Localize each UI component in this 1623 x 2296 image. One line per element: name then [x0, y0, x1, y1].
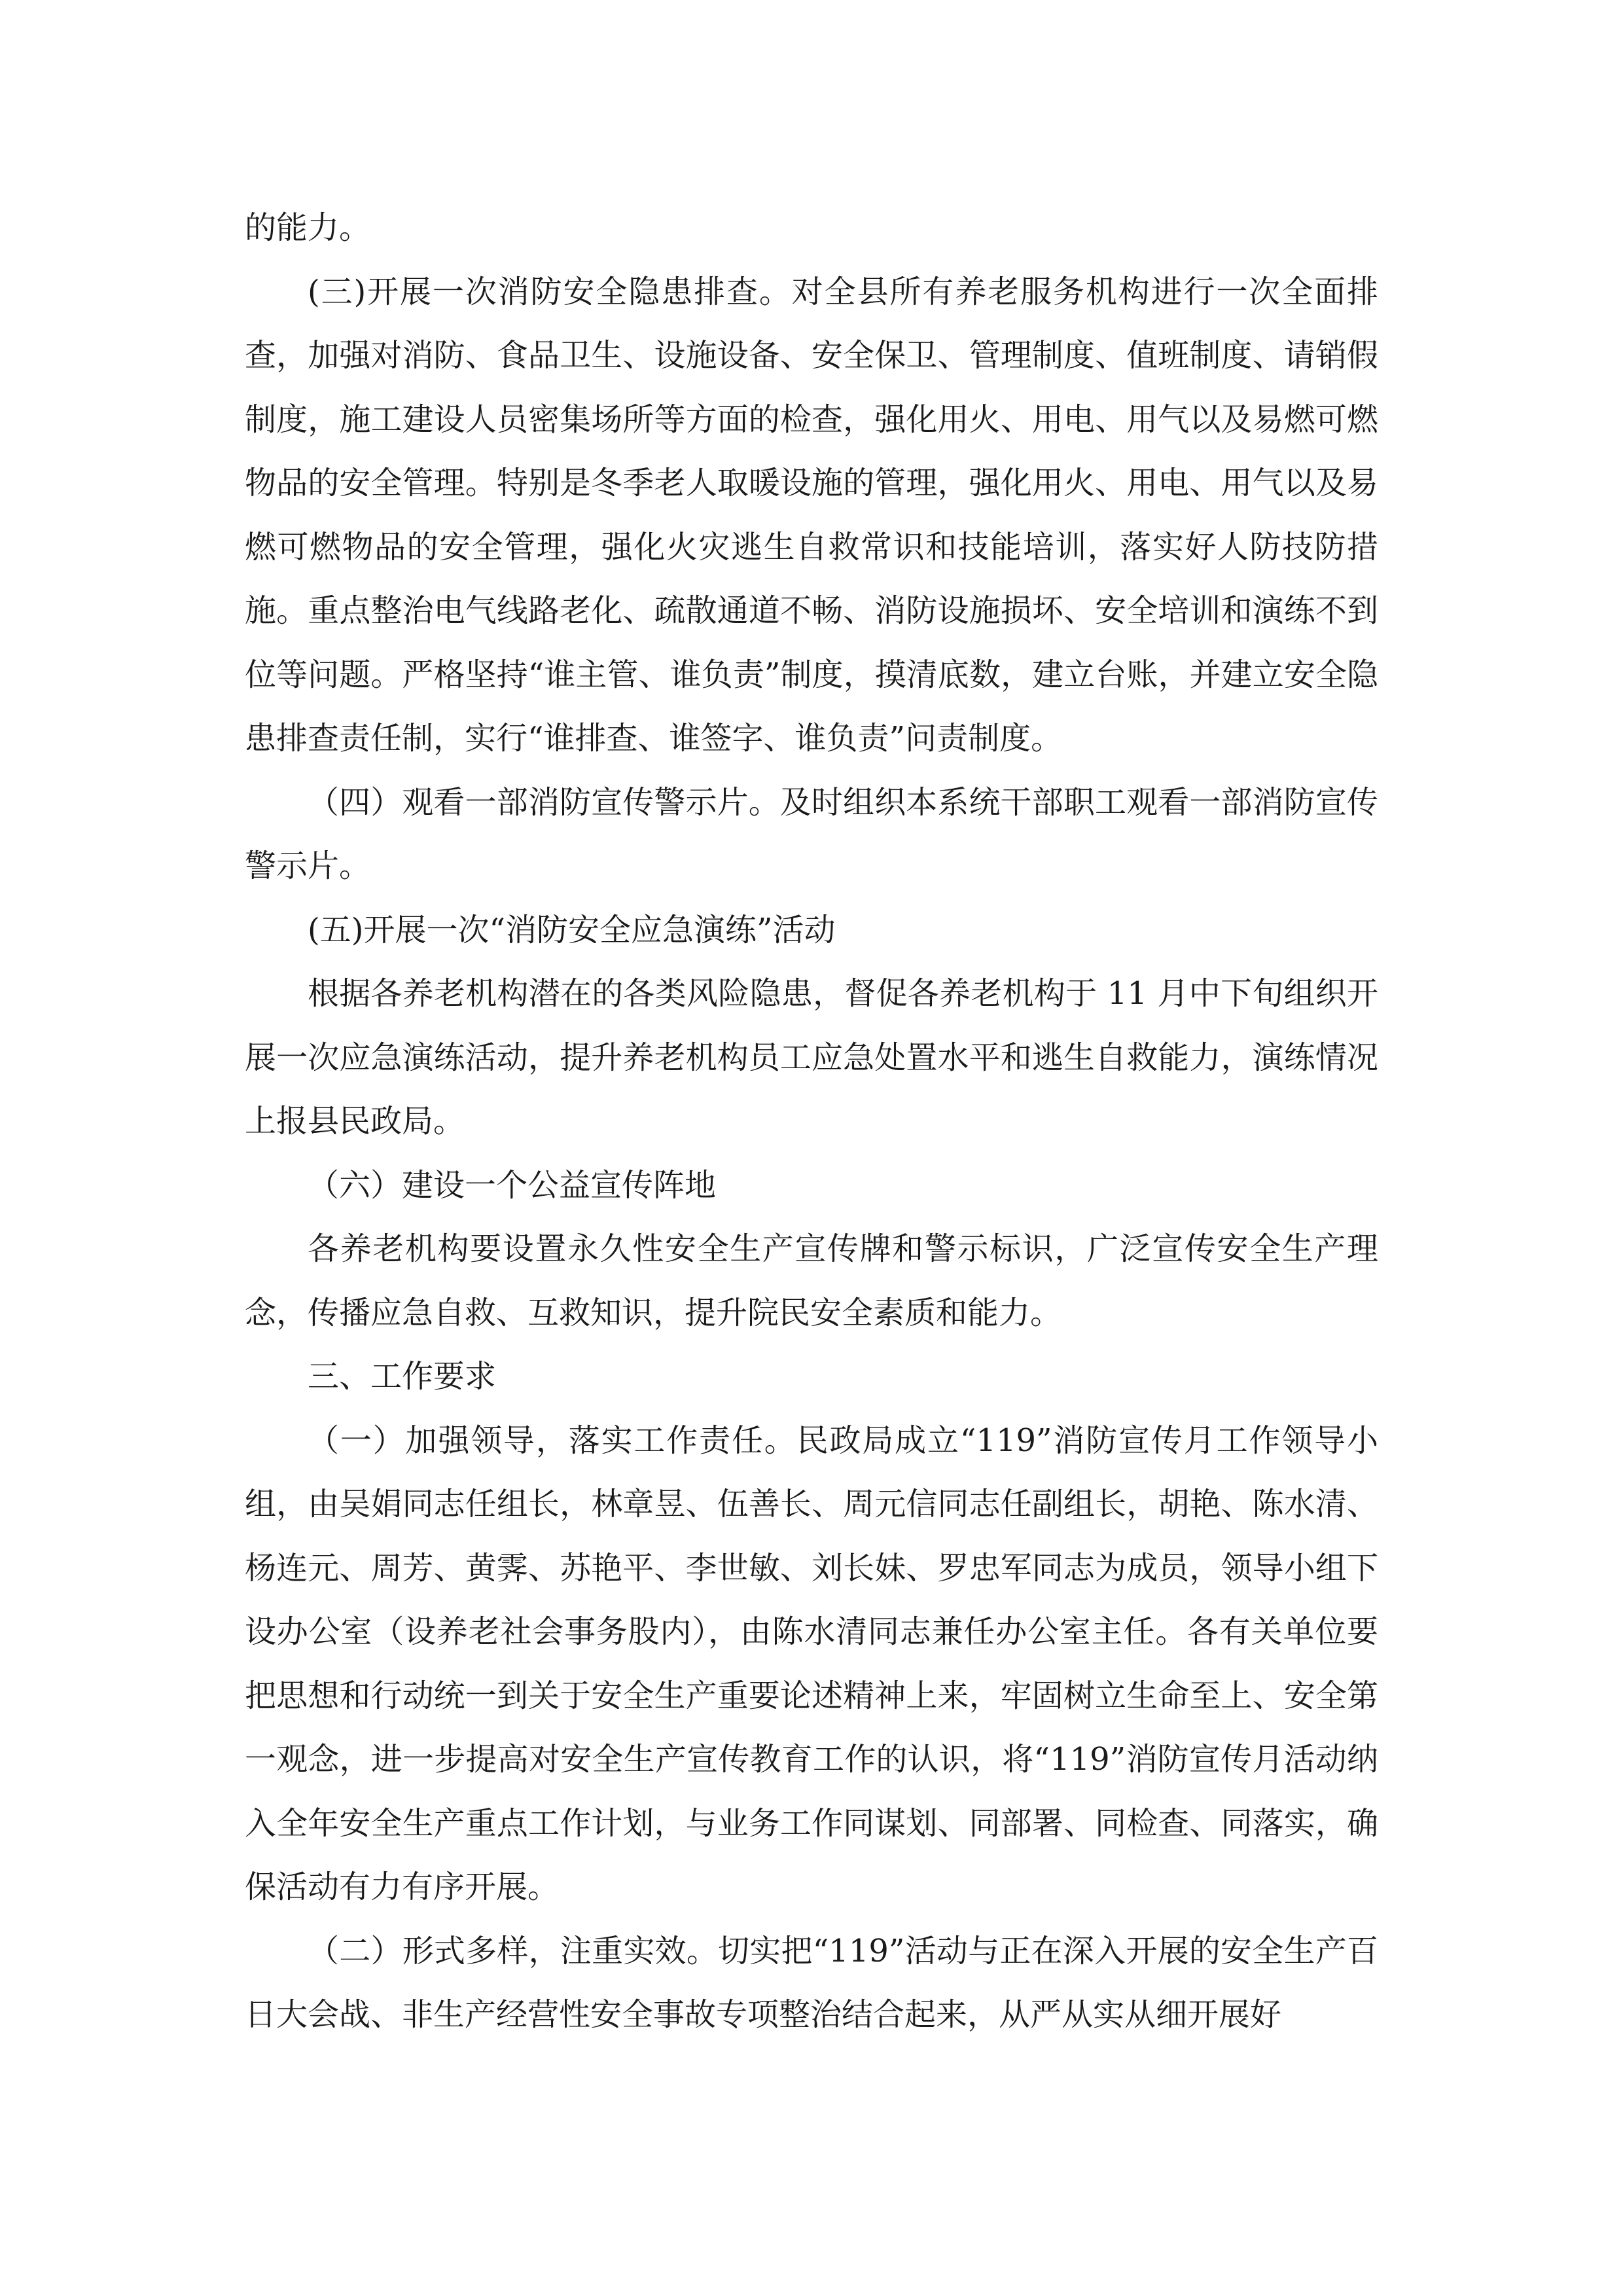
paragraph-section-6-heading: （六）建设一个公益宣传阵地 — [308, 1166, 717, 1204]
paragraph-section-6-body: 各养老机构要设置永久性安全生产宣传牌和警示标识，广泛宣传安全生产理念，传播应急自救、互救知识，提升院民安全素质和能力。 — [245, 1230, 1378, 1331]
paragraph-section-4-warning-film: （四）观看一部消防宣传警示片。及时组织本系统干部职工观看一部消防宣传警示片。 — [245, 783, 1378, 884]
paragraph-requirement-2-diverse-forms: （二）形式多样，注重实效。切实把“119”活动与正在深入开展的安全生产百日大会战、非生产经营性安全事故专项整治结合起来，从严从实从细开展好 — [245, 1932, 1378, 2033]
paragraph-section-3-hazard-inspection: (三)开展一次消防安全隐患排查。对全县所有养老服务机构进行一次全面排查，加强对消防、食品卫生、设施设备、安全保卫、管理制度、值班制度、请销假制度，施工建设人员密集场所等方面的检查，强化用火、用电、用气以及易燃可燃物品的安全管理。特别是冬季老人取暖设施的管理，强化用火、用电、用气以及易燃可燃物品的安全管理，强化火灾逃生自救常识和技能培训，落实好人防技防措施。重点整治电气线路老化、疏散通道不畅、消防设施损坏、安全培训和演练不到位等问题。严格坚持“谁主管、谁负责”制度，摸清底数，建立台账，并建立安全隐患排查责任制，实行“谁排查、谁签字、谁负责”问责制度。 — [245, 273, 1378, 757]
paragraph-section-5-body: 根据各养老机构潜在的各类风险隐患，督促各养老机构于 11 月中下旬组织开展一次应急演练活动，提升养老机构员工应急处置水平和逃生自救能力，演练情况上报县民政局。 — [245, 975, 1378, 1139]
paragraph-section-5-heading: (五)开展一次“消防安全应急演练”活动 — [308, 911, 836, 948]
section-heading-work-requirements: 三、工作要求 — [308, 1358, 497, 1395]
document-body — [245, 196, 1378, 2047]
paragraph-continuation: 的能力。 — [245, 209, 371, 246]
paragraph-requirement-1-leadership: （一）加强领导，落实工作责任。民政局成立“119”消防宣传月工作领导小组，由吴娟同志任组长，林章昱、伍善长、周元信同志任副组长，胡艳、陈水清、杨连元、周芳、黄霁、苏艳平、李世敏、刘长妹、罗忠军同志为成员，领导小组下设办公室（设养老社会事务股内），由陈水清同志兼任办公室主任。各有关单位要把思想和行动统一到关于安全生产重要论述精神上来，牢固树立生命至上、安全第一观念，进一步提高对安全生产宣传教育工作的认识，将“119”消防宣传月活动纳入全年安全生产重点工作计划，与业务工作同谋划、同部署、同检查、同落实，确保活动有力有序开展。 — [245, 1422, 1378, 1905]
